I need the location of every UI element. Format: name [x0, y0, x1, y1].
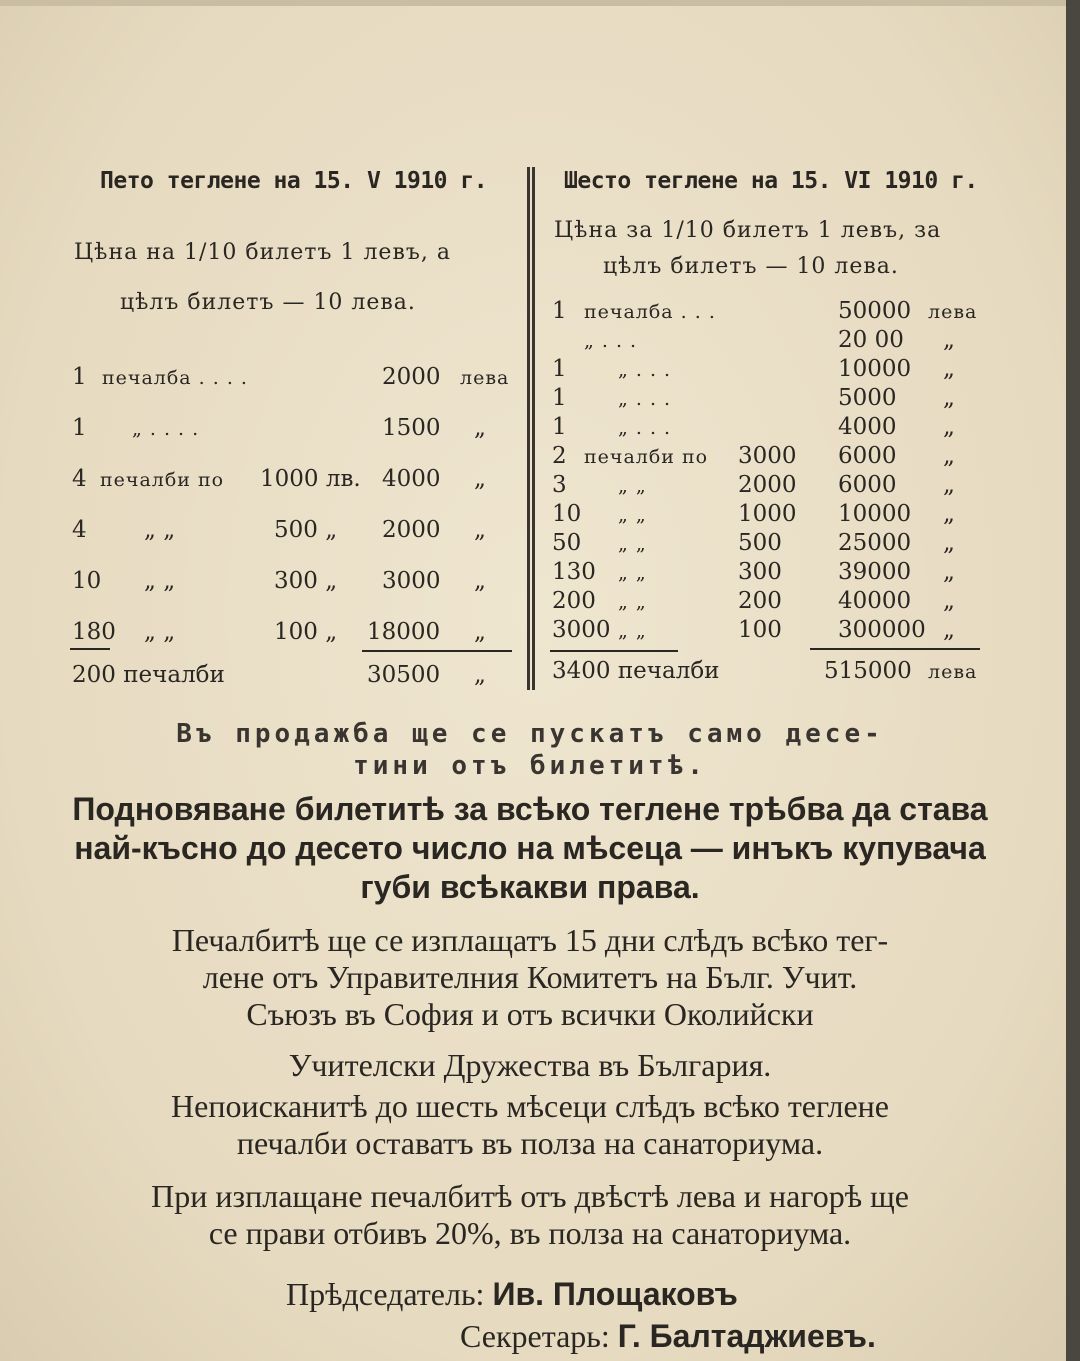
prize-unit: „ [943, 588, 955, 614]
prize-amount: 2000 [382, 517, 441, 543]
prize-label: „ . . . [584, 330, 638, 352]
prize-label: „ „ [618, 475, 647, 497]
prize-count: 1 [552, 414, 567, 440]
deduction-paragraph [55, 1178, 1005, 1252]
prize-label: „ „ [618, 562, 647, 584]
prize-label: печалби по [584, 446, 709, 468]
fifth-draw-heading: Пето теглене на 15. V 1910 г. [100, 168, 488, 194]
prize-per: 500 [738, 530, 782, 556]
underline-count [70, 648, 110, 650]
payout-paragraph [55, 922, 1005, 1084]
prize-per: 2000 [738, 472, 797, 498]
prize-amount: 300000 [838, 617, 926, 643]
prize-unit: „ [474, 415, 486, 441]
prize-count: 4 [72, 466, 87, 492]
prize-amount: 18000 [367, 619, 441, 645]
prize-amount: 6000 [838, 443, 897, 469]
prize-per: 300 „ [274, 568, 338, 594]
total-rule [810, 648, 980, 650]
prize-per: 300 [738, 559, 782, 585]
prize-amount: 20 00 [838, 327, 904, 353]
sale-notice-line1: Въ продажба ще се пускатъ само десе- [176, 719, 884, 749]
prize-unit: „ [943, 356, 955, 382]
payout-line4: Учителски Дружества въ България. [288, 1047, 772, 1083]
prize-unit: „ [943, 501, 955, 527]
prize-amount: 10000 [838, 501, 912, 527]
prize-label: печалба . . . [584, 301, 716, 323]
deduction-line2: се прави отбивъ 20%, въ полза на санаториума. [208, 1215, 852, 1251]
prize-count: 10 [552, 501, 582, 527]
prize-count: 200 [552, 588, 596, 614]
prize-amount: 50000 [838, 298, 912, 324]
prize-count: 4 [72, 517, 87, 543]
total-unit: „ [474, 662, 486, 688]
prize-label: печалби по [100, 469, 225, 491]
payout-line1: Печалбитѣ ще се изплащатъ 15 дни слѣдъ всѣко тег- [171, 922, 889, 958]
total-rule [362, 650, 512, 652]
total-label: 200 печалби [72, 662, 225, 688]
prize-amount: 10000 [838, 356, 912, 382]
prize-count: 180 [72, 619, 116, 645]
prize-count: 3000 [552, 617, 611, 643]
fifth-draw-price-line2: цѣлъ билетъ — 10 лева. [120, 290, 416, 315]
prize-amount: 3000 [382, 568, 441, 594]
unclaimed-line1: Непоисканитѣ до шесть мѣсеци слѣдъ всѣко теглене [171, 1088, 889, 1124]
prize-count: 10 [72, 568, 102, 594]
prize-count: 1 [552, 385, 567, 411]
prize-unit: „ [474, 466, 486, 492]
payout-line2: лене отъ Управителния Комитетъ на Бълг. Учит. [202, 959, 858, 995]
prize-per: 200 [738, 588, 782, 614]
chairman-title: Прѣдседатель: [286, 1276, 485, 1312]
total-amount: 30500 [367, 662, 441, 688]
prize-label: „ „ [144, 568, 176, 594]
prize-per: 100 [738, 617, 782, 643]
prize-amount: 25000 [838, 530, 912, 556]
prize-per: 1000 [738, 501, 797, 527]
fifth-draw-price-line1: Цѣна на 1/10 билетъ 1 левъ, а [74, 240, 451, 265]
prize-unit: „ [943, 414, 955, 440]
scan-edge-right [1066, 0, 1080, 1361]
prize-per: 1000 лв. [260, 466, 361, 492]
underline-count [550, 650, 678, 652]
prize-amount: 1500 [382, 415, 441, 441]
prize-count: 1 [72, 364, 87, 390]
prize-label: „ „ [618, 620, 647, 642]
prize-count: 1 [552, 356, 567, 382]
prize-unit: „ [943, 559, 955, 585]
secretary-title: Секретарь: [460, 1318, 610, 1354]
prize-label: „ . . . . [132, 418, 200, 440]
chairman-name: Ив. Площаковъ [492, 1276, 738, 1312]
prize-count: 50 [552, 530, 582, 556]
prize-unit: „ [474, 619, 486, 645]
secretary-name: Г. Балтаджиевъ. [617, 1318, 876, 1354]
unclaimed-line2: печалби оставатъ въ полза на санаториума. [236, 1125, 824, 1161]
secretary-signature [460, 1318, 876, 1355]
prize-label: печалба . . . . [102, 367, 248, 389]
prize-label: „ „ [618, 591, 647, 613]
renewal-notice: Подновяване билетитѣ за всѣко теглене трѣбва да става най-късно до десето число на мѣсеца — инъкъ купувача губи всѣкакви права. [72, 791, 988, 905]
prize-label: „ „ [618, 504, 647, 526]
prize-count: 3 [552, 472, 567, 498]
prize-per: 3000 [738, 443, 797, 469]
chairman-signature [286, 1276, 738, 1313]
prize-unit: „ [943, 443, 955, 469]
prize-amount: 4000 [838, 414, 897, 440]
total-unit: лева [928, 661, 978, 683]
prize-label: „ . . . [618, 417, 672, 439]
prize-count: 130 [552, 559, 596, 585]
prize-count: 1 [72, 415, 87, 441]
sixth-draw-price-line1: Цѣна за 1/10 билетъ 1 левъ, за [554, 218, 942, 243]
column-divider [527, 167, 535, 690]
sixth-draw-heading: Шесто теглене на 15. VI 1910 г. [564, 168, 978, 194]
prize-amount: 39000 [838, 559, 912, 585]
prize-unit: „ [943, 385, 955, 411]
prize-label: „ „ [144, 619, 176, 645]
prize-count: 1 [552, 298, 567, 324]
prize-unit: лева [460, 367, 510, 389]
prize-per: 500 „ [274, 517, 338, 543]
prize-label: „ . . . [618, 388, 672, 410]
prize-unit: „ [943, 617, 955, 643]
prize-label: „ . . . [618, 359, 672, 381]
payout-line3: Съюзъ въ София и отъ всички Околийски [246, 996, 814, 1032]
prize-unit: лева [928, 301, 978, 323]
prize-amount: 4000 [382, 466, 441, 492]
prize-unit: „ [474, 568, 486, 594]
sixth-draw-price-line2: цѣлъ билетъ — 10 лева. [603, 254, 899, 279]
prize-label: „ „ [618, 533, 647, 555]
total-label: 3400 печалби [552, 658, 720, 684]
sale-notice [70, 718, 990, 782]
prize-label: „ „ [144, 517, 176, 543]
prize-per: 100 „ [274, 619, 338, 645]
prize-unit: „ [474, 517, 486, 543]
prize-amount: 40000 [838, 588, 912, 614]
prize-unit: „ [943, 327, 955, 353]
unclaimed-paragraph [55, 1088, 1005, 1162]
prize-amount: 5000 [838, 385, 897, 411]
deduction-line1: При изплащане печалбитѣ отъ двѣстѣ лева и нагорѣ ще [151, 1178, 909, 1214]
prize-amount: 6000 [838, 472, 897, 498]
prize-amount: 2000 [382, 364, 441, 390]
total-amount: 515000 [824, 658, 912, 684]
scan-edge-top [0, 0, 1080, 6]
sale-notice-line2: тини отъ билетитѣ. [353, 751, 707, 781]
prize-unit: „ [943, 530, 955, 556]
prize-unit: „ [943, 472, 955, 498]
prize-count: 2 [552, 443, 567, 469]
